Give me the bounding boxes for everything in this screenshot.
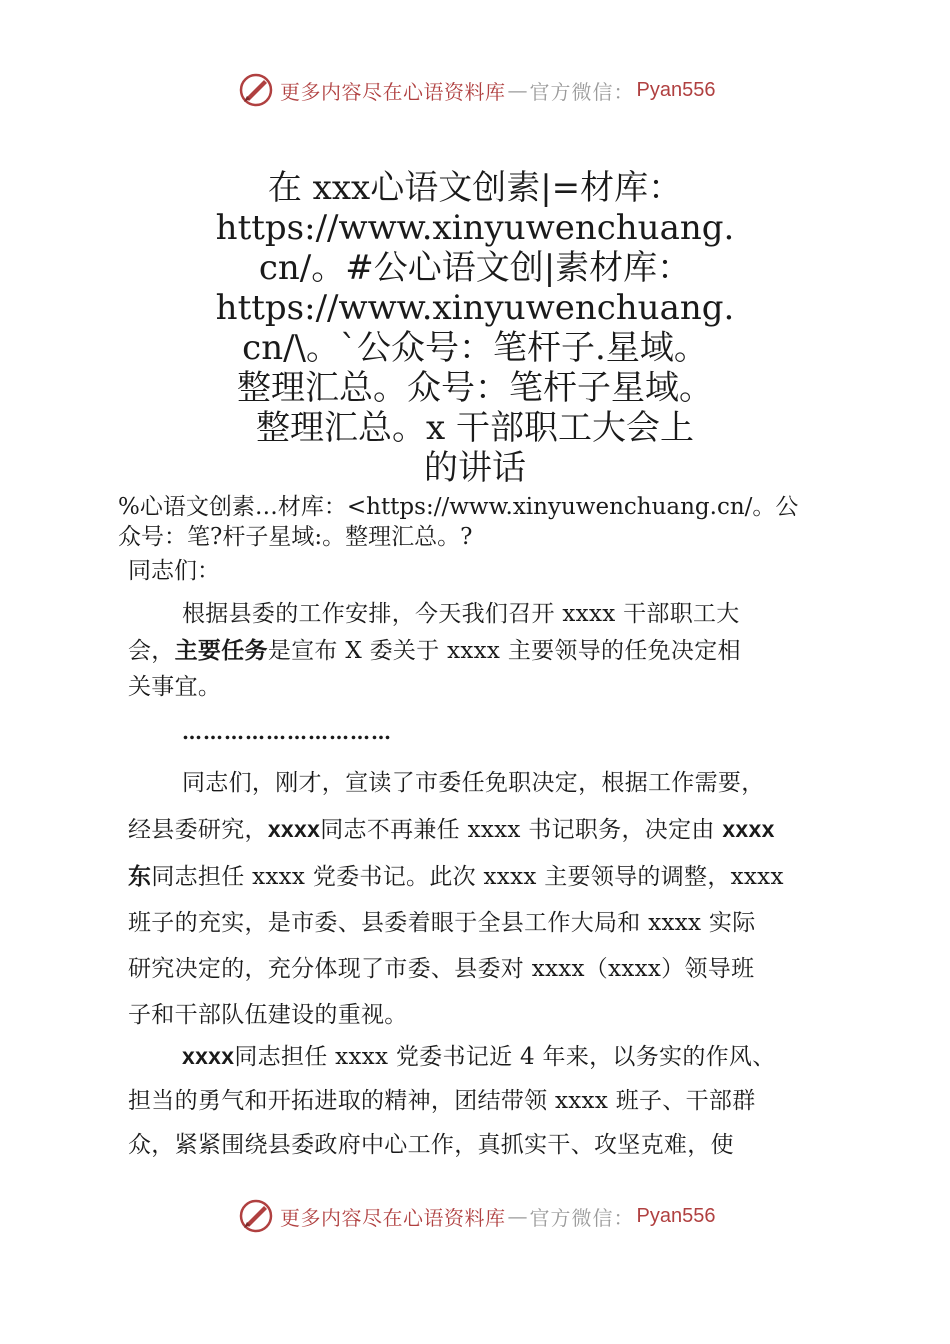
banner-wechat-id: Pyan556 (636, 78, 716, 101)
paragraph-line (128, 853, 840, 900)
banner-wechat-id: Pyan556 (636, 1204, 716, 1227)
paragraph-line (128, 1034, 840, 1079)
title-line: cn/\。`公众号：笔杆子.星域。 (242, 328, 708, 368)
source-note-line: %心语文创素…材库：<https://www.xinyuwenchuang.cn/。公 (118, 494, 799, 520)
banner-text: 更多内容尽在心语资料库 (280, 79, 506, 104)
ellipsis-separator: ………………………… (182, 720, 392, 744)
paragraph-line: 根据县委的工作安排，今天我们召开 xxxx 干部职工大 (182, 601, 740, 627)
paragraph-line: 担当的勇气和开拓进取的精神，团结带领 xxxx 班子、干部群 (128, 1088, 756, 1114)
text-run: 会， (128, 638, 175, 664)
text-run: 同志担任 xxxx 党委书记近 4 年来，以务实的作风、 (234, 1044, 776, 1070)
salutation: 同志们： (128, 558, 220, 584)
footer-watermark-banner (0, 1196, 950, 1236)
pen-logo-icon (238, 72, 274, 108)
paragraph-line: 研究决定的，充分体现了市委、县委对 xxxx（xxxx）领导班 (128, 956, 755, 982)
bold-emphasis: 东 (128, 863, 152, 889)
bold-emphasis: xxxx (722, 816, 775, 842)
bold-emphasis: xxxx (182, 1043, 235, 1069)
paragraph-line: 同志们，刚才，宣读了市委任免职决定，根据工作需要， (182, 770, 765, 796)
header-watermark-banner (0, 70, 950, 110)
paragraph-line (128, 632, 840, 669)
title-line: cn/。#公心语文创|素材库： (258, 248, 692, 288)
source-note-line: 众号：笔?杆子星域:。整理汇总。? (118, 524, 473, 550)
title-line: 整理汇总。x 干部职工大会上 (256, 408, 694, 448)
title-line: https://www.xinyuwenchuang. (215, 208, 735, 248)
paragraph-line (128, 806, 840, 853)
banner-wechat-label: 官方微信： (529, 1205, 635, 1230)
banner-wechat-label: 官方微信： (529, 79, 635, 104)
pen-logo-icon (238, 1198, 274, 1234)
text-run: 经县委研究， (128, 817, 268, 843)
paragraph-line: 关事宜。 (128, 674, 222, 700)
title-line: 的讲话 (424, 448, 526, 488)
bold-emphasis: 主要任务 (174, 637, 268, 663)
document-title (0, 168, 950, 488)
paragraph-3 (128, 1034, 840, 1167)
banner-text: 更多内容尽在心语资料库 (280, 1205, 506, 1230)
bold-emphasis: xxxx (267, 816, 321, 842)
source-note (118, 492, 858, 552)
paragraph-1 (128, 596, 840, 705)
banner-dash: — (507, 78, 528, 102)
text-run: 是宣布 X 委关于 xxxx 主要领导的任免决定相 (267, 638, 741, 664)
banner-dash: — (507, 1204, 528, 1228)
paragraph-line: 班子的充实，是市委、县委着眼于全县工作大局和 xxxx 实际 (128, 910, 756, 936)
title-line: https://www.xinyuwenchuang. (215, 288, 735, 328)
text-run: 同志担任 xxxx 党委书记。此次 xxxx 主要领导的调整，xxxx (151, 864, 784, 890)
paragraph-line: 众，紧紧围绕县委政府中心工作，真抓实干、攻坚克难，使 (128, 1132, 734, 1158)
title-line: 整理汇总。众号：笔杆子星域。 (237, 368, 713, 408)
paragraph-line: 子和干部队伍建设的重视。 (128, 1002, 408, 1028)
title-line: 在 xxx心语文创素|=材库： (267, 168, 683, 208)
paragraph-2 (128, 760, 840, 1038)
text-run: 同志不再兼任 xxxx 书记职务，决定由 (320, 817, 715, 843)
